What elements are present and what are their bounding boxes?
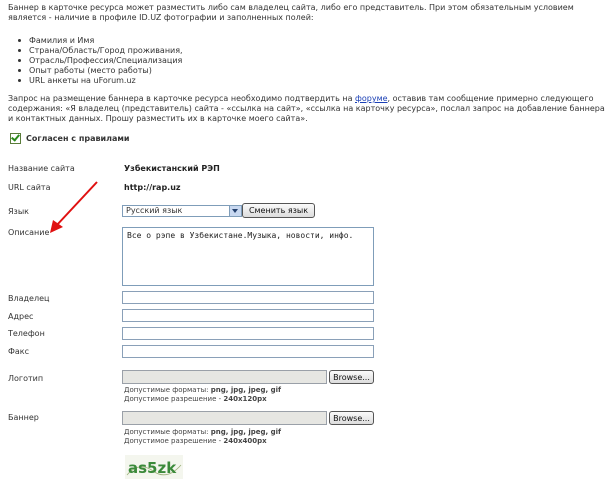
list-item: Фамилия и Имя xyxy=(16,36,183,46)
logo-file-input[interactable] xyxy=(122,370,327,384)
banner-resolution-hint xyxy=(124,437,267,446)
owner-input[interactable] xyxy=(122,291,374,304)
agree-row[interactable] xyxy=(10,133,130,144)
logo-resolution-hint xyxy=(124,395,267,404)
captcha-image xyxy=(125,455,183,479)
language-select[interactable] xyxy=(122,205,242,217)
chevron-down-icon[interactable] xyxy=(229,206,241,216)
formats-value: png, jpg, jpeg, gif xyxy=(210,428,282,436)
site-name-label: Название сайта xyxy=(8,164,75,173)
banner-label: Баннер xyxy=(8,413,39,422)
request-text-after: , оставив там сообщение примерно следующего содержания: «Я владелец (представитель) сайта - «ссылка на сайт», «ссылка на карточку ресурса», послал запрос на добавление баннера и контактных данных. Прошу разместить их в карточке моего сайта». xyxy=(8,94,605,123)
intro-text: Баннер в карточке ресурса может разместить либо сам владелец сайта, либо его представитель. При этом обязательным условием является - наличие в профиле ID.UZ фотографии и заполненных полей: xyxy=(8,3,574,22)
resolution-value: 240x400px xyxy=(223,437,267,445)
formats-prefix: Допустимые форматы: xyxy=(124,428,211,436)
request-text xyxy=(8,94,608,124)
forum-link[interactable]: форуме xyxy=(355,94,388,103)
list-item: Опыт работы (место работы) xyxy=(16,66,183,76)
banner-file-input[interactable] xyxy=(122,411,327,425)
agree-label: Согласен с правилами xyxy=(26,134,130,143)
address-label: Адрес xyxy=(8,312,34,321)
list-item: URL анкеты на uForum.uz xyxy=(16,76,183,86)
banner-formats-hint xyxy=(124,428,281,437)
site-name-value: Узбекистанский РЭП xyxy=(124,164,220,173)
formats-prefix: Допустимые форматы: xyxy=(124,386,211,394)
language-label: Язык xyxy=(8,207,29,216)
description-textarea[interactable] xyxy=(122,227,374,286)
resolution-value: 240x120px xyxy=(223,395,267,403)
description-label: Описание xyxy=(8,228,50,237)
request-text-before: Запрос на размещение баннера в карточке ресурса необходимо подтвердить на xyxy=(8,94,356,103)
site-url-label: URL сайта xyxy=(8,183,51,192)
agree-checkbox[interactable] xyxy=(10,133,21,144)
formats-value: png, jpg, jpeg, gif xyxy=(210,386,282,394)
resolution-prefix: Допустимое разрешение - xyxy=(124,437,224,445)
required-fields-list xyxy=(16,36,183,86)
logo-formats-hint xyxy=(124,386,281,395)
phone-input[interactable] xyxy=(122,327,374,340)
logo-browse-button[interactable]: Browse... xyxy=(329,370,374,384)
fax-input[interactable] xyxy=(122,345,374,358)
list-item: Отрасль/Профессия/Специализация xyxy=(16,56,183,66)
address-input[interactable] xyxy=(122,309,374,322)
logo-label: Логотип xyxy=(8,374,44,383)
change-language-button[interactable]: Сменить язык xyxy=(242,203,315,218)
captcha-text: as5zk xyxy=(128,459,177,477)
arrow-line xyxy=(56,182,97,226)
list-item: Страна/Область/Город проживания, xyxy=(16,46,183,56)
language-select-value: Русский язык xyxy=(126,206,183,215)
resolution-prefix: Допустимое разрешение - xyxy=(124,395,224,403)
owner-label: Владелец xyxy=(8,294,50,303)
fax-label: Факс xyxy=(8,347,30,356)
phone-label: Телефон xyxy=(8,329,45,338)
site-url-value: http://rap.uz xyxy=(124,183,181,192)
banner-browse-button[interactable]: Browse... xyxy=(329,411,374,425)
